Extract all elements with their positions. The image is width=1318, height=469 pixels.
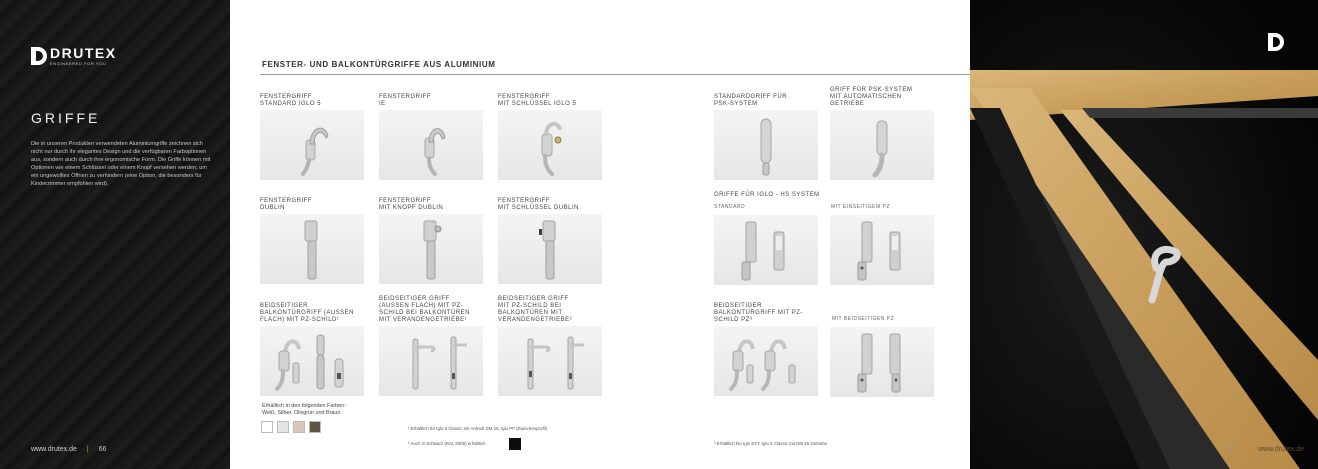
product-caption: STANDARDGRIFF FÜR PSK-SYSTEM	[714, 94, 788, 107]
product-card[interactable]	[714, 88, 820, 180]
window-handle-icon	[260, 110, 364, 180]
dublin-handle-icon	[260, 214, 364, 284]
color-swatches	[261, 421, 321, 433]
product-caption: BEIDSEITIGER GRIFF (AUSSEN FLACH) MIT PZ- SCHILD BEI BALKONTÜREN MIT VERANDENGETRIEBE¹	[379, 296, 471, 323]
header-divider	[260, 74, 970, 75]
left-sidebar	[0, 0, 230, 469]
dublin-button-handle-icon	[379, 214, 483, 284]
hs-handle-pz-both-icon	[830, 327, 934, 397]
hs-handle-standard-icon	[714, 215, 818, 285]
footnote-1: ¹ Erhältlich für Iglo 5 Classic mit Antrieb DM 25, Iglo PF (Zwischenprofil)	[408, 426, 548, 431]
main-page	[230, 0, 970, 469]
swatch-olive[interactable]	[309, 421, 321, 433]
footnote-2: ² Auch in Schwarz (RAL 9005) erhältlich	[408, 441, 486, 446]
product-card[interactable]	[830, 193, 936, 285]
footnote-3: ³ Erhältlich bei Iglo EXT, Iglo 5 Classic mit DM 25 Getriebe	[714, 441, 828, 446]
product-card[interactable]	[260, 192, 366, 284]
swatch-white[interactable]	[261, 421, 273, 433]
dublin-key-handle-icon	[498, 214, 602, 284]
balcony-handle-pz-icon	[714, 326, 818, 396]
window-photo-illustration	[970, 0, 1318, 469]
lever-pair-icon	[498, 326, 602, 396]
product-card[interactable]	[260, 88, 366, 180]
product-card[interactable]	[830, 88, 936, 180]
hs-system-heading: GRIFFE FÜR IGLO - HS SYSTEM	[714, 192, 820, 198]
section-title: GRIFFE	[31, 110, 101, 126]
hs-both-side-label: MIT BEIDSEITIGEN PZ	[832, 316, 895, 322]
lever-pair-icon	[379, 326, 483, 396]
product-card[interactable]	[498, 192, 604, 284]
footer-right	[1228, 446, 1304, 453]
drutex-d-icon	[31, 47, 47, 65]
brand-name: DRUTEX	[50, 45, 117, 61]
colors-text: Erhältlich in den folgenden Farben: Weiß, Silber, Olivgrün und Braun.	[262, 403, 346, 416]
balcony-handle-set-icon	[260, 326, 364, 396]
footer-url-left[interactable]: www.drutex.de	[31, 446, 77, 453]
product-caption: BEIDSEITIGER BALKONTÜRGRIFF (AUSSEN FLACH) MIT PZ-SCHILD¹	[260, 303, 355, 323]
product-caption: BEIDSEITIGER BALKONTÜRGRIFF MIT PZ- SCHILD PZ³	[714, 303, 803, 323]
product-caption: BEIDSEITIGER GRIFF MIT PZ-SCHILD BEI BALKONTÜREN MIT VERANDENGETRIEBE²	[498, 296, 573, 323]
hs-one-side-label: MIT EINSEITIGEM PZ	[831, 204, 890, 210]
psk-handle-icon	[714, 110, 818, 180]
product-card[interactable]	[714, 296, 820, 396]
footer-url-right[interactable]: www.drutex.de	[1258, 446, 1304, 453]
footer-separator: |	[86, 446, 89, 453]
swatch-silver[interactable]	[277, 421, 289, 433]
window-handle-icon	[379, 110, 483, 180]
product-photo	[970, 0, 1318, 469]
page-number-left: 66	[98, 446, 107, 453]
product-caption: FENSTERGRIFF IE	[379, 94, 431, 107]
swatch-black[interactable]	[509, 438, 521, 450]
product-card[interactable]	[498, 88, 604, 180]
hs-handle-one-pz-icon	[830, 215, 934, 285]
product-caption: FENSTERGRIFF MIT SCHLÜSSEL DUBLIN	[498, 198, 580, 211]
swatch-beige[interactable]	[293, 421, 305, 433]
page-number-right: 67	[1228, 446, 1237, 453]
product-card[interactable]	[498, 296, 604, 396]
product-caption: FENSTERGRIFF STANDARD IGLO 5	[260, 94, 322, 107]
brand-tagline: ENGINEERED FOR YOU	[50, 61, 107, 66]
page-title: FENSTER- UND BALKONTÜRGRIFFE AUS ALUMINIUM	[262, 60, 496, 69]
psk-auto-handle-icon	[830, 110, 934, 180]
product-caption: FENSTERGRIFF MIT KNOPF DUBLIN	[379, 198, 444, 211]
product-card[interactable]	[260, 296, 366, 396]
hs-standard-label: STANDARD	[714, 204, 746, 210]
window-handle-key-icon	[498, 110, 602, 180]
product-caption: FENSTERGRIFF DUBLIN	[260, 198, 312, 211]
drutex-logo	[31, 46, 117, 66]
intro-text: Die in unseren Produkten verwendeten Aluminiumgriffe zeichnen sich nicht nur durch ihr elegantes Design und die verfügbaren Farboptionen aus, sondern auch durch ihre ergonomische Form. Die Griffe können mit Optionen wie einem Schlüssel oder einem Knopf versehen werden, um ein ungewolltes Öffnen zu verhindern (eine Option, die besonders für Kinderzimmer empfohlen wird).	[31, 141, 211, 187]
product-card[interactable]	[714, 193, 820, 285]
product-card[interactable]	[379, 296, 485, 396]
product-card[interactable]	[379, 192, 485, 284]
product-caption: GRIFF FÜR PSK-SYSTEM MIT AUTOMATISCHEN GETRIEBE	[830, 87, 913, 107]
product-card[interactable]	[830, 305, 936, 397]
footer-left	[31, 446, 107, 453]
product-caption: FENSTERGRIFF MIT SCHLÜSSEL IGLO 5	[498, 94, 577, 107]
product-card[interactable]	[379, 88, 485, 180]
